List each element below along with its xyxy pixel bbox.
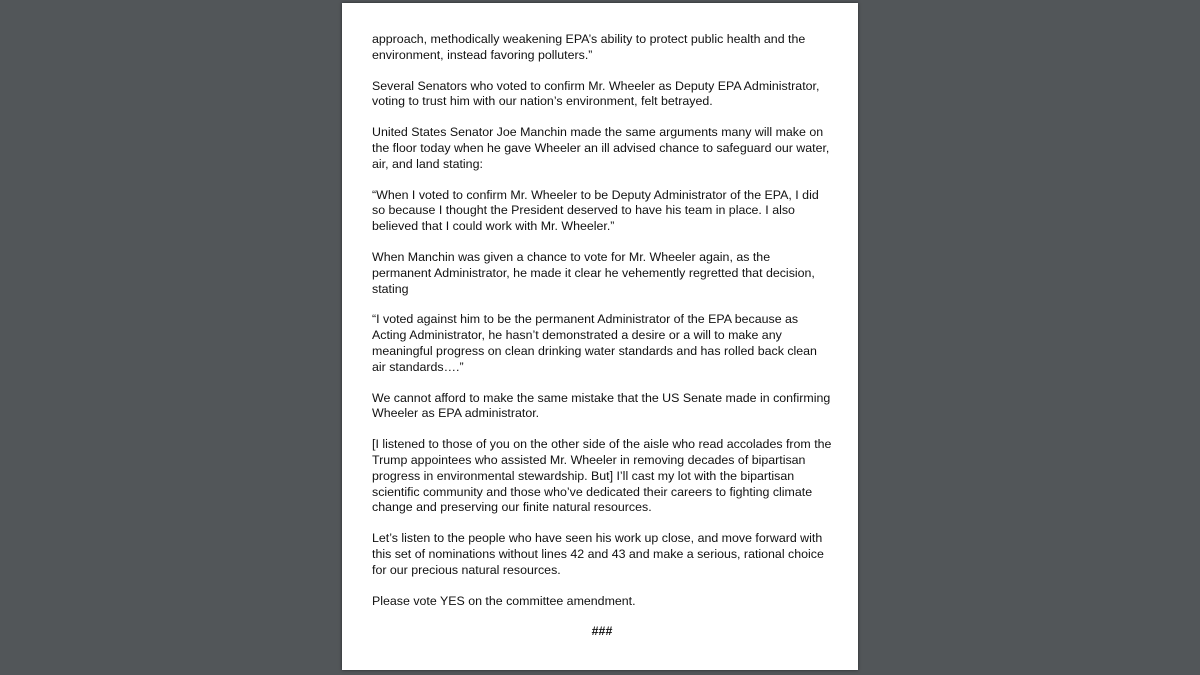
quote-paragraph: “I voted against him to be the permanent Administrator of the EPA because as Acting Administrator, he hasn’t demonstrated a desire or a will to make any meaningful progress on clean drinking water standards and has rolled back clean air standards….”	[372, 312, 817, 374]
paragraph: Several Senators who voted to confirm Mr. Wheeler as Deputy EPA Administrator, voting to trust him with our nation’s environment, felt betrayed.	[372, 78, 820, 109]
document-page	[342, 3, 858, 670]
paragraph: [I listened to those of you on the other side of the aisle who read accolades from the Trump appointees who assisted Mr. Wheeler in removing decades of bipartisan progress in environmental stewardship. But] I’ll cast my lot with the bipartisan scientific community and those who’ve dedicated their careers to fighting climate change and preserving our finite natural resources.	[372, 437, 832, 515]
quote-paragraph: “When I voted to confirm Mr. Wheeler to be Deputy Administrator of the EPA, I did so because I thought the President deserved to have his team in place. I also believed that I could work with Mr. Wheeler.”	[372, 187, 819, 234]
paragraph: United States Senator Joe Manchin made the same arguments many will make on the floor today when he gave Wheeler an ill advised chance to safeguard our water, air, and land stating:	[372, 125, 830, 171]
closing-paragraph: Please vote YES on the committee amendment.	[372, 593, 636, 608]
paragraph: Let’s listen to the people who have seen his work up close, and move forward with this set of nominations without lines 42 and 43 and make a serious, rational choice for our precious natural resources.	[372, 531, 824, 577]
paragraph: We cannot afford to make the same mistake that the US Senate made in confirming Wheeler as EPA administrator.	[372, 390, 831, 421]
paragraph: approach, methodically weakening EPA’s ability to protect public health and the environment, instead favoring polluters.”	[372, 32, 806, 62]
end-mark: ###	[591, 624, 613, 639]
paragraph: When Manchin was given a chance to vote for Mr. Wheeler again, as the permanent Administrator, he made it clear he vehemently regretted that decision, stating	[372, 249, 815, 296]
